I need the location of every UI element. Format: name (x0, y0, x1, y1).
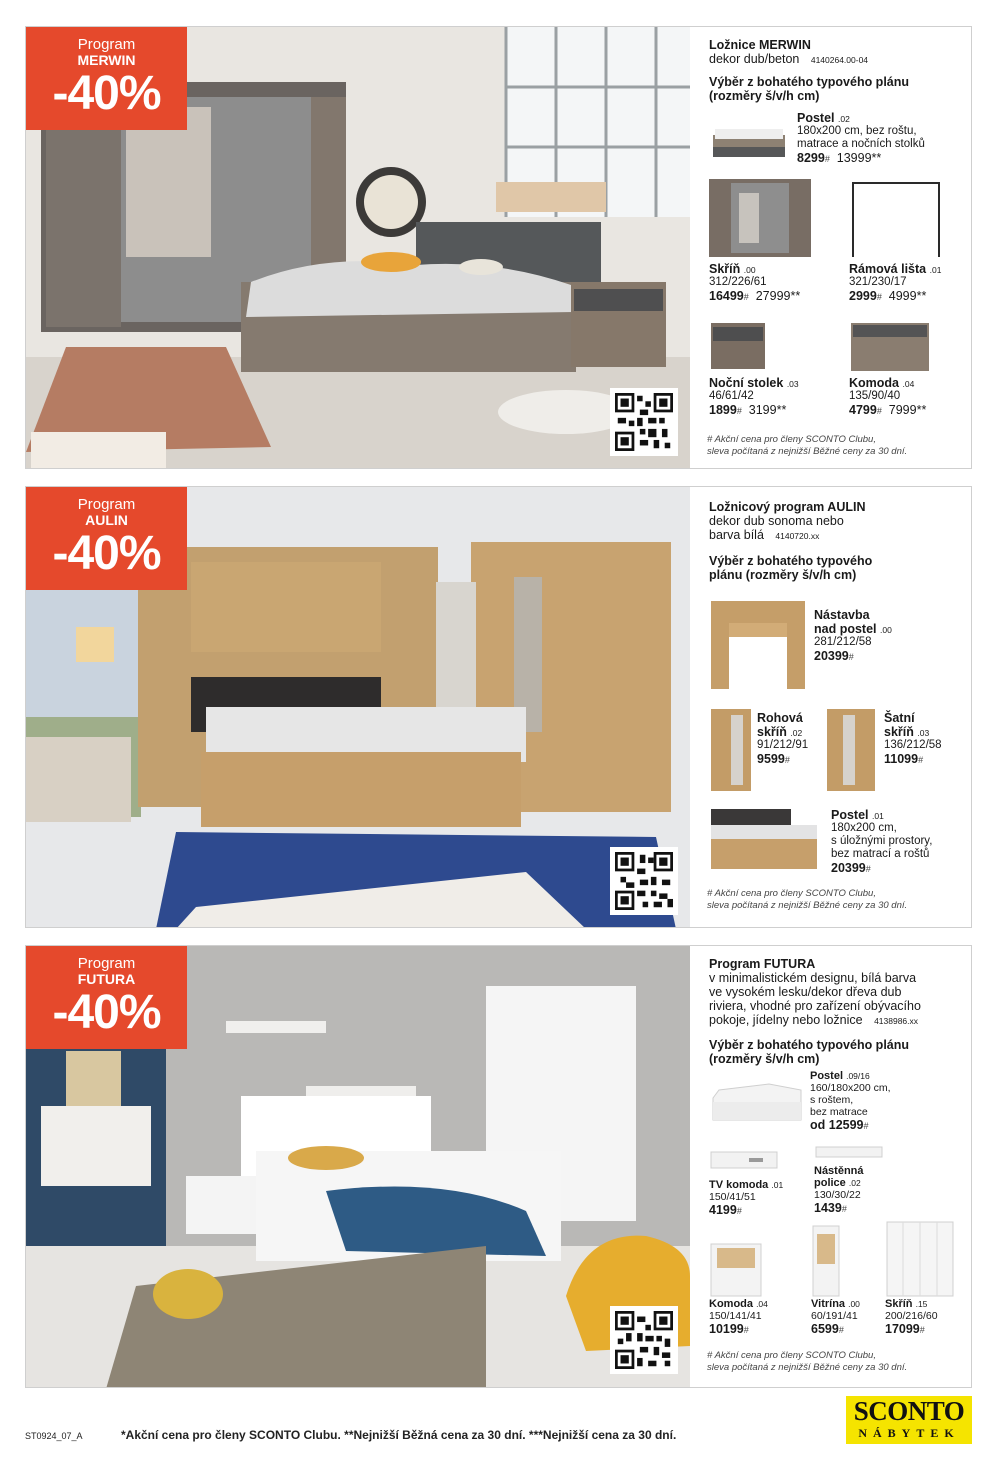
sale-price: 10199 (709, 1322, 744, 1336)
product-dimensions-1: 180x200 cm, (831, 822, 897, 834)
aulin-info (707, 487, 972, 927)
product-line-desc-2: ve vysokém lesku/dekor dřeva dub (709, 985, 902, 999)
badge-discount: -40% (52, 527, 161, 580)
footnote-line-2: sleva počítaná z nejnižší Běžné ceny za 30 dní. (707, 1362, 908, 1373)
product-code: 4140264.00-04 (810, 55, 869, 65)
product-name: Komoda (849, 376, 899, 390)
old-price: 4999** (888, 289, 927, 303)
sale-price: 4199 (709, 1203, 737, 1217)
merwin-photo (26, 27, 690, 468)
dresser-thumbnail (849, 321, 931, 373)
product-dimensions: 91/212/91 (757, 739, 809, 751)
page-code: ST0924_07_A (25, 1431, 83, 1441)
product-dimensions: 46/61/42 (709, 390, 754, 402)
product-dimensions: 135/90/40 (849, 390, 901, 402)
old-price: 27999** (755, 289, 801, 303)
badge-discount: -40% (52, 67, 161, 120)
sale-price: 2999 (849, 289, 877, 303)
product-line-desc-1: v minimalistickém designu, bílá barva (709, 971, 917, 985)
price-mark: # (743, 292, 749, 302)
qr-code[interactable] (610, 847, 678, 915)
product-dresser[interactable] (709, 1298, 804, 1337)
logo-subtitle: NÁBYTEK (858, 1426, 960, 1440)
product-overbed-unit[interactable] (814, 608, 964, 664)
footnote-line-1: # Akční cena pro členy SCONTO Clubu, (707, 434, 876, 445)
footnote-line-1: # Akční cena pro členy SCONTO Clubu, (707, 888, 876, 899)
badge-program-label: Program (77, 496, 136, 513)
merwin-panel (25, 26, 972, 469)
frame-trim-thumbnail (849, 179, 944, 259)
product-index: .09/16 (846, 1071, 870, 1081)
product-line-desc-4: pokoje, jídelny nebo ložnice (709, 1013, 863, 1027)
product-dimensions-2: s úložnými prostory, (831, 835, 933, 847)
selection-heading: Výběr z bohatého typového plánu (rozměry š/v/h cm) (709, 75, 910, 103)
price-mark: # (876, 406, 882, 416)
wardrobe-thumbnail (825, 707, 877, 793)
product-line-desc-3: riviera, vhodné pro zařízení obývacího (709, 999, 921, 1013)
sale-price: 9599 (757, 752, 785, 766)
product-index: .00 (848, 1299, 860, 1309)
price-mark: # (743, 1325, 749, 1335)
product-dimensions: 150/141/41 (709, 1310, 762, 1322)
product-name: Noční stolek (709, 376, 784, 390)
qr-code-icon (615, 1311, 673, 1369)
product-bed[interactable] (797, 111, 967, 166)
price-mark: # (863, 1121, 869, 1131)
product-line-decor: dekor dub/beton (709, 52, 800, 66)
product-dimensions: 321/230/17 (849, 276, 907, 288)
product-dimensions: 180x200 cm, bez roštu, matrace a nočních stolků (797, 125, 925, 150)
display-cabinet-thumbnail (811, 1224, 841, 1298)
sale-price: 20399 (814, 649, 849, 663)
product-index: .03 (917, 728, 930, 738)
product-wardrobe[interactable] (884, 711, 969, 767)
product-wardrobe[interactable] (709, 262, 839, 304)
selection-heading-2: plánu (rozměry š/v/h cm) (709, 568, 857, 582)
footnote (707, 888, 907, 912)
product-index: .00 (880, 625, 892, 635)
discount-badge (26, 27, 187, 130)
product-line-title: Program FUTURA (709, 957, 816, 971)
sale-price: 1899 (709, 403, 737, 417)
product-index: .04 (902, 379, 915, 389)
product-bed[interactable] (831, 808, 971, 876)
price-mark: # (876, 292, 882, 302)
qr-code-icon (615, 852, 673, 910)
product-name-line-2: skříň (884, 725, 914, 739)
price-mark: # (918, 755, 924, 765)
product-index: .02 (790, 728, 803, 738)
product-name-line-2: skříň (757, 725, 787, 739)
product-name: Skříň (709, 262, 741, 276)
product-name-line-1: Nástěnná (814, 1165, 864, 1177)
footnote-line-2: sleva počítaná z nejnižší Běžné ceny za 30 dní. (707, 900, 908, 911)
aulin-panel (25, 486, 972, 928)
footnote (707, 1350, 907, 1374)
product-name: Skříň (885, 1298, 913, 1310)
footer-legal-note: *Akční cena pro členy SCONTO Clubu. **Nejnižší Běžná cena za 30 dní. ***Nejnižší cena za 30 dní. (121, 1428, 677, 1442)
product-dimensions: 312/226/61 (709, 276, 767, 288)
footnote-line-1: # Akční cena pro členy SCONTO Clubu, (707, 1350, 876, 1361)
futura-photo (26, 946, 690, 1387)
price-mark: # (784, 755, 790, 765)
badge-program-name: FUTURA (77, 971, 136, 987)
product-display-cabinet[interactable] (811, 1298, 886, 1337)
badge-program-name: AULIN (85, 512, 128, 528)
aulin-photo (26, 487, 690, 927)
product-bed[interactable] (810, 1070, 970, 1133)
product-dimensions: 136/212/58 (884, 739, 942, 751)
bed-thumbnail (709, 1076, 804, 1128)
product-name: TV komoda (709, 1179, 769, 1191)
discount-badge (26, 946, 187, 1049)
product-dimensions-3: bez matrací a roštů (831, 848, 930, 860)
price-mark: # (736, 406, 742, 416)
product-index: .03 (786, 379, 799, 389)
product-dimensions-1: 160/180x200 cm, (810, 1082, 891, 1094)
product-code: 4138986.xx (874, 1016, 919, 1026)
badge-discount: -40% (52, 986, 161, 1039)
price-mark: # (919, 1325, 925, 1335)
corner-wardrobe-thumbnail (709, 707, 753, 793)
product-index: .01 (872, 811, 884, 821)
product-name-line-1: Šatní (884, 711, 915, 725)
discount-badge (26, 487, 187, 590)
product-dimensions: 60/191/41 (811, 1310, 858, 1322)
sale-price: od 12599 (810, 1118, 864, 1132)
price-mark: # (865, 864, 871, 874)
wardrobe-thumbnail (885, 1220, 955, 1298)
product-index: .01 (771, 1180, 784, 1190)
selection-heading-1: Výběr z bohatého typového plánu (709, 1038, 910, 1052)
product-name: Postel (797, 111, 835, 125)
price-mark: # (736, 1206, 742, 1216)
tv-stand-thumbnail (709, 1146, 779, 1176)
product-name: Postel (831, 808, 869, 822)
product-index: .04 (756, 1299, 768, 1309)
badge-program-name: MERWIN (77, 52, 136, 68)
selection-heading-2: (rozměry š/v/h cm) (709, 1052, 820, 1066)
product-name: Postel (810, 1070, 844, 1082)
selection-heading-1: Výběr z bohatého typového (709, 554, 873, 568)
logo-brand: SCONTO (853, 1396, 965, 1426)
product-index: .00 (743, 265, 756, 275)
product-line-decor-1: dekor dub sonoma nebo (709, 514, 844, 528)
old-price: 3199** (748, 403, 787, 417)
overbed-unit-thumbnail (709, 599, 807, 691)
sale-price: 1439 (814, 1201, 842, 1215)
futura-panel (25, 945, 972, 1388)
price-mark: # (824, 154, 830, 164)
product-dimensions: 281/212/58 (814, 636, 872, 648)
wardrobe-thumbnail (709, 179, 814, 259)
sale-price: 20399 (831, 861, 866, 875)
sale-price: 8299 (797, 151, 825, 165)
product-line-title: Ložnice MERWIN (709, 38, 811, 52)
product-name: Vitrína (811, 1298, 846, 1310)
product-frame-trim[interactable] (849, 262, 969, 304)
bed-thumbnail (709, 113, 789, 163)
product-dresser[interactable] (849, 376, 969, 418)
old-price: 13999** (836, 151, 882, 165)
product-index: .02 (838, 114, 850, 124)
product-name-line-1: Nástavba (814, 608, 870, 622)
wall-shelf-thumbnail (814, 1143, 884, 1163)
merwin-info (707, 27, 972, 468)
product-corner-wardrobe[interactable] (757, 711, 832, 767)
product-name-line-2: police (814, 1177, 846, 1189)
product-dimensions: 200/216/60 (885, 1310, 938, 1322)
product-index: .01 (929, 265, 942, 275)
product-name: Komoda (709, 1298, 753, 1310)
product-tv-stand[interactable] (709, 1179, 804, 1218)
product-wardrobe[interactable] (885, 1298, 970, 1337)
product-index: .15 (915, 1299, 928, 1309)
qr-code[interactable] (610, 388, 678, 456)
sale-price: 6599 (811, 1322, 839, 1336)
sale-price: 17099 (885, 1322, 920, 1336)
price-mark: # (838, 1325, 844, 1335)
qr-code[interactable] (610, 1306, 678, 1374)
sconto-logo[interactable] (846, 1396, 972, 1444)
product-code: 4140720.xx (775, 531, 820, 541)
sale-price: 4799 (849, 403, 877, 417)
old-price: 7999** (888, 403, 927, 417)
footnote (707, 434, 907, 458)
futura-info (707, 946, 972, 1387)
product-line-title: Ložnicový program AULIN (709, 500, 866, 514)
product-name-line-1: Rohová (757, 711, 803, 725)
dresser-thumbnail (709, 1242, 763, 1298)
price-mark: # (848, 652, 854, 662)
product-dimensions: 130/30/22 (814, 1189, 861, 1201)
price-mark: # (841, 1204, 847, 1214)
product-dimensions: 150/41/51 (709, 1191, 756, 1203)
sale-price: 11099 (884, 752, 919, 766)
product-line-decor-2: barva bílá (709, 528, 764, 542)
nightstand-thumbnail (709, 321, 769, 371)
product-dimensions-2: s roštem, (810, 1094, 854, 1106)
product-dimensions-3: bez matrace (810, 1106, 868, 1118)
bed-thumbnail (709, 807, 821, 873)
footnote-line-2: sleva počítaná z nejnižší Běžné ceny za 30 dní. (707, 446, 908, 457)
qr-code-icon (615, 393, 673, 451)
product-name-line-2: nad postel (814, 622, 877, 636)
product-nightstand[interactable] (709, 376, 839, 418)
product-name: Rámová lišta (849, 262, 927, 276)
product-wall-shelf[interactable] (814, 1165, 904, 1216)
badge-program-label: Program (77, 36, 136, 53)
badge-program-label: Program (77, 955, 136, 972)
product-index: .02 (848, 1178, 861, 1188)
sale-price: 16499 (709, 289, 744, 303)
